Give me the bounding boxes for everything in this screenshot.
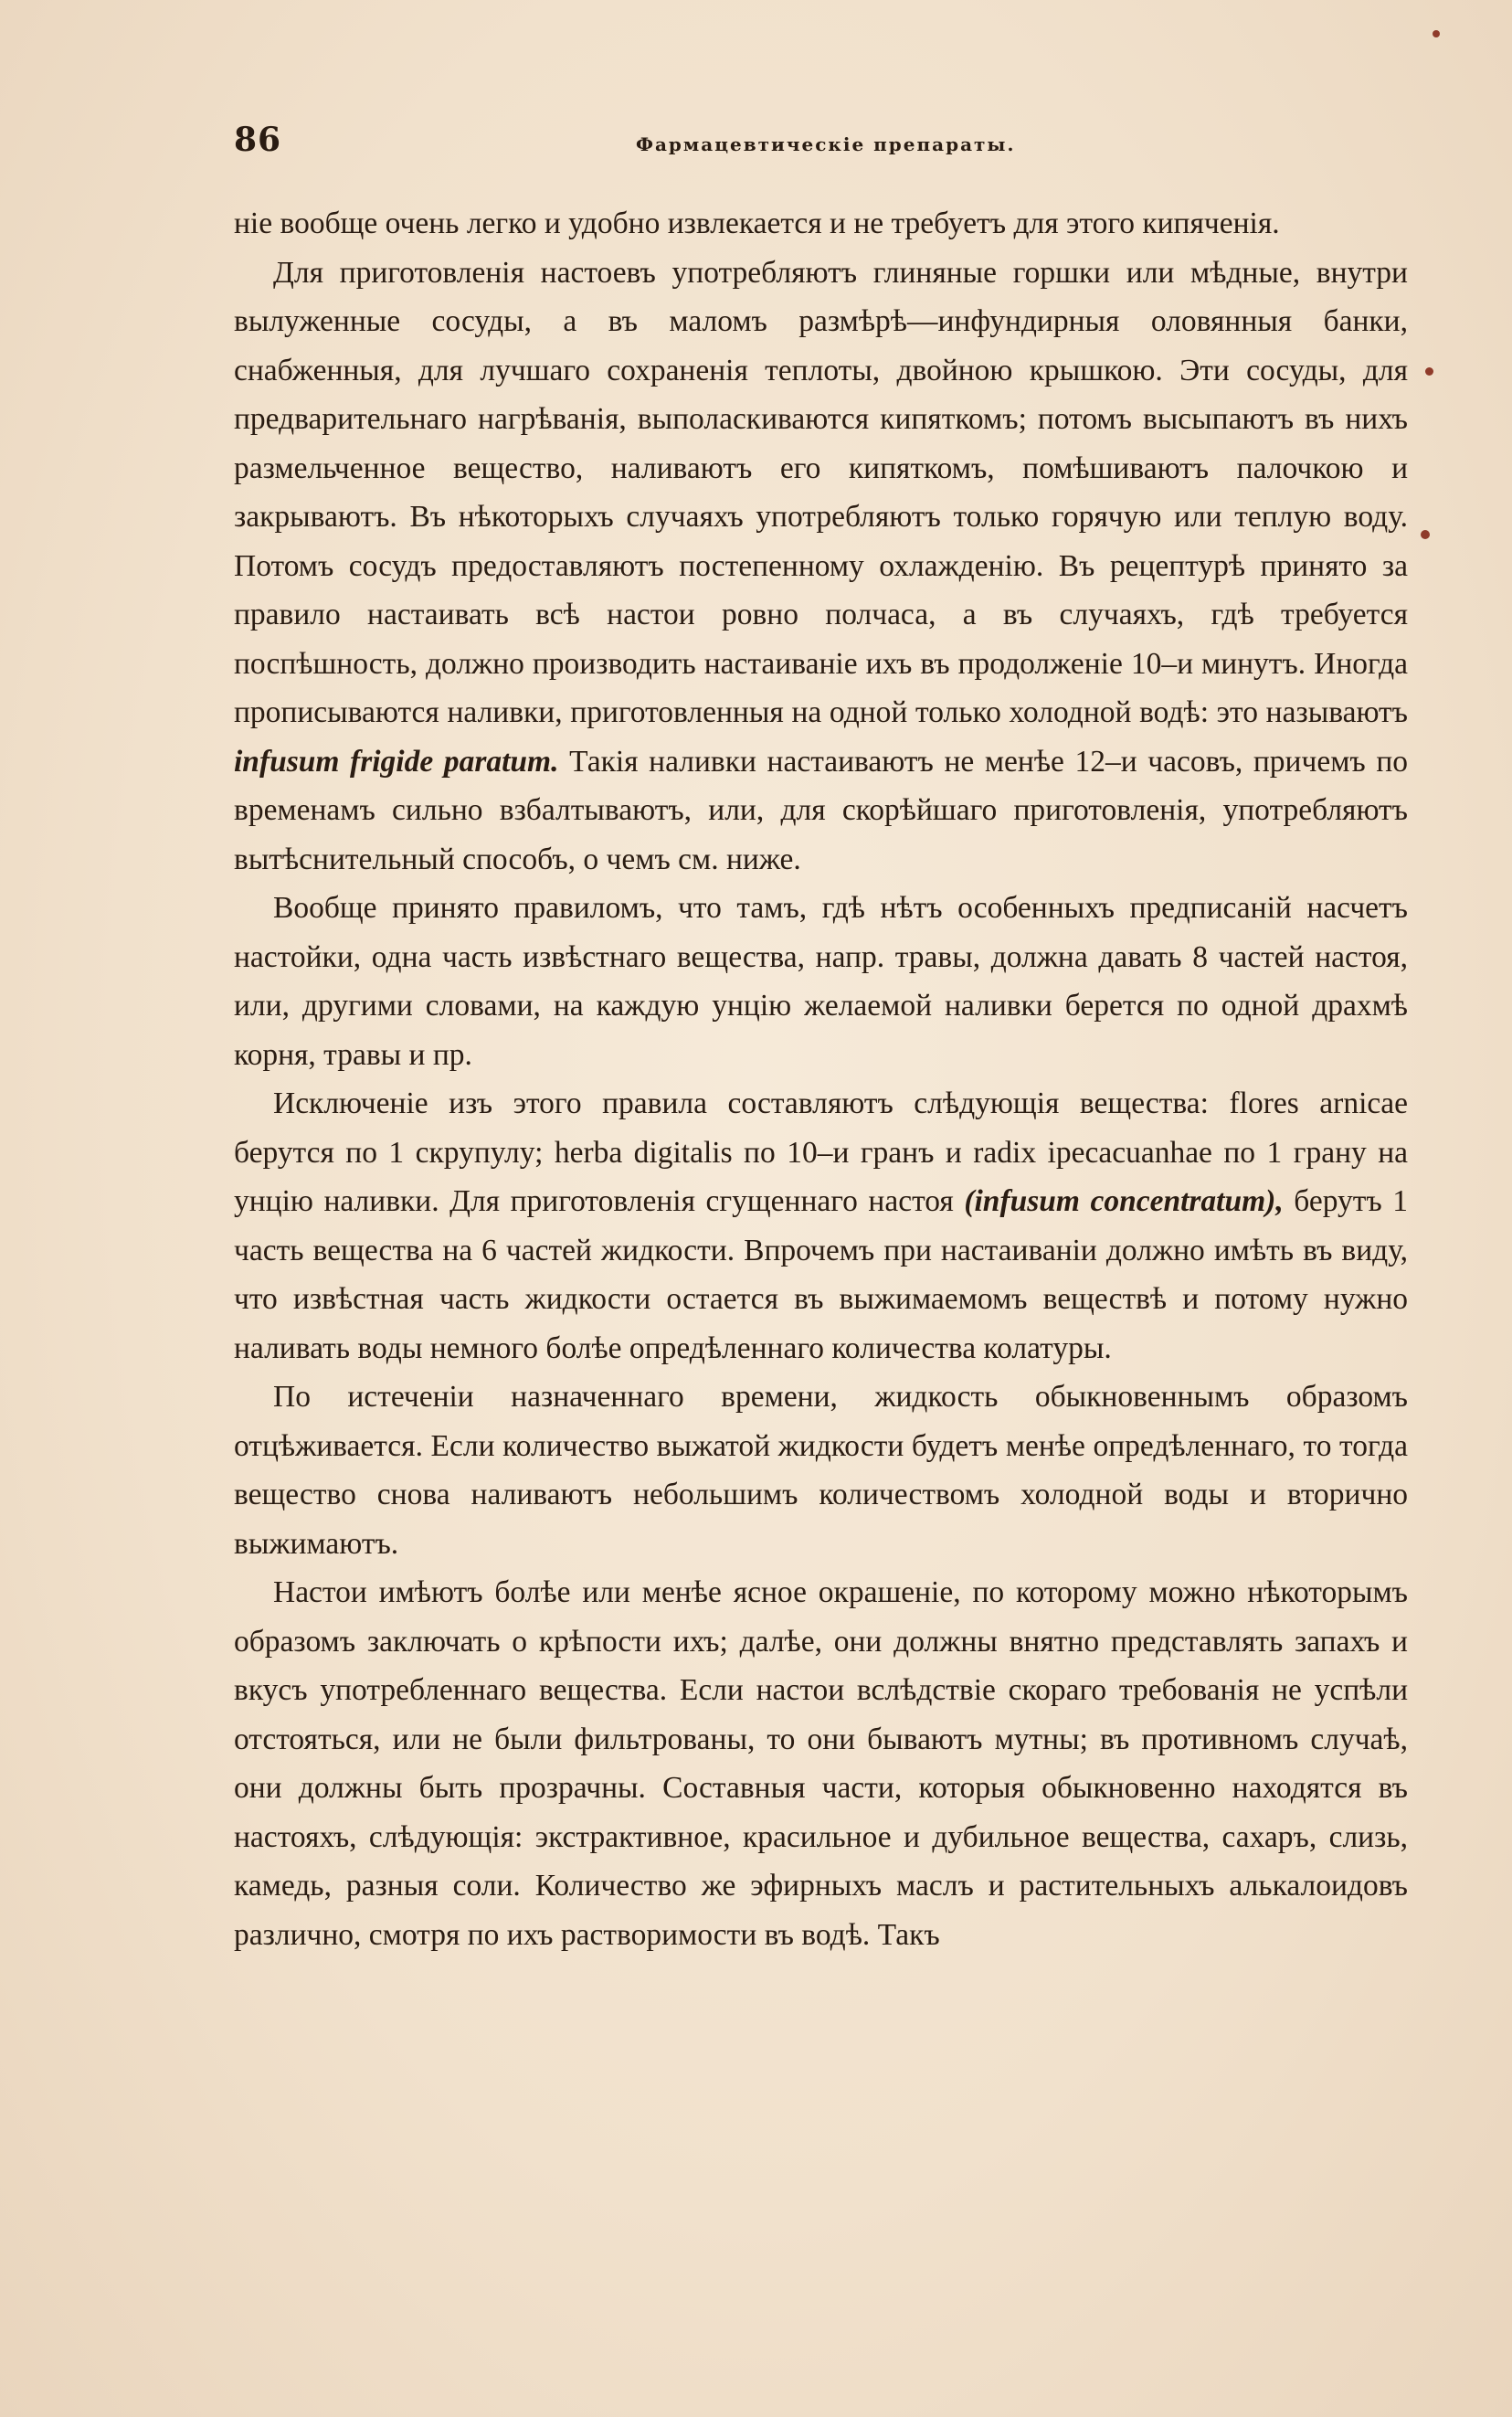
body-text bbox=[234, 199, 1408, 1959]
paragraph-text: ніе вообще очень легко и удобно извлекается и не требуетъ для этого кипяченія. bbox=[234, 207, 1280, 240]
paragraph-straining bbox=[234, 1373, 1408, 1568]
paragraph-text: Настои имѣютъ болѣе или менѣе ясное окрашеніе, по которому можно нѣкоторымъ образомъ заключать о крѣпости ихъ; далѣе, они должны внятно представлять запахъ и вкусъ употребленнаго вещества. Если настои вслѣдствіе скораго требованія не успѣли отстояться, или не были фильтрованы, то они бываютъ мутны; въ противномъ случаѣ, они должны быть прозрачны. Составныя части, которыя обыкновенно находятся въ настояхъ, слѣдующія: экстрактивное, красильное и дубильное вещества, сахаръ, слизь, камедь, разныя соли. Количество же эфирныхъ маслъ и растительныхъ алькалоидовъ различно, смотря по ихъ растворимости въ водѣ. Такъ bbox=[234, 1575, 1408, 1952]
latin-term: (infusum concentratum), bbox=[964, 1184, 1284, 1218]
ink-spot bbox=[1433, 30, 1440, 37]
paragraph-text: Вообще принято правиломъ, что тамъ, гдѣ нѣтъ особенныхъ предписаній насчетъ настойки, одна часть извѣстнаго вещества, напр. травы, должна давать 8 частей настоя, или, другими словами, на каждую унцію желаемой наливки берется по одной драхмѣ корня, травы и пр. bbox=[234, 891, 1408, 1072]
running-title: Фармацевтическіе препараты. bbox=[636, 133, 1016, 155]
paragraph-text: берутъ 1 часть вещества на 6 частей жидкости. Впрочемъ при настаиваніи должно имѣть въ виду, что извѣстная часть жидкости остается въ выжимаемомъ веществѣ и потому нужно наливать воды немного болѣе опредѣленнаго количества колатуры. bbox=[234, 1184, 1409, 1365]
paragraph-text: Исключеніе изъ этого правила составляютъ слѣдующія вещества: flores arnicae берутся по 1 скрупулу; herba digitalis по 10–и гранъ и radix ipecacuanhae по 1 грану на унцію наливки. Для приготовленія сгущеннаго настоя bbox=[234, 1087, 1408, 1218]
paragraph-properties bbox=[234, 1568, 1408, 1959]
paragraph-continuation bbox=[234, 199, 1408, 249]
paragraph-general-rule bbox=[234, 884, 1408, 1079]
latin-term: infusum frigide paratum. bbox=[234, 744, 559, 779]
paragraph-text: По истеченіи назначеннаго времени, жидкость обыкновеннымъ образомъ отцѣживается. Если количество выжатой жидкости будетъ менѣе опредѣленнаго, то тогда вещество снова наливаютъ небольшимъ количествомъ холодной воды и вторично выжимаютъ. bbox=[234, 1380, 1408, 1561]
ink-spot bbox=[1421, 530, 1430, 539]
paragraph-text: Для приготовленія настоевъ употребляютъ глиняные горшки или мѣдные, внутри вылуженные сосуды, а въ маломъ размѣрѣ—инфундирныя оловянныя банки, снабженныя, для лучшаго сохраненія теплоты, двойною крышкою. Эти сосуды, для предварительнаго нагрѣванія, выполаскиваются кипяткомъ; потомъ высыпаютъ въ нихъ размельченное вещество, наливаютъ его кипяткомъ, помѣшиваютъ палочкою и закрываютъ. Въ нѣкоторыхъ случаяхъ употребляютъ только горячую или теплую воду. Потомъ сосудъ предоставляютъ постепенному охлажденію. Въ рецептурѣ принято за правило настаивать всѣ настои ровно полчаса, а въ случаяхъ, гдѣ требуется поспѣшность, должно производить настаиваніе ихъ въ продолженіе 10–и минутъ. Иногда прописываются наливки, приготовленныя на одной только холодной водѣ: это называютъ bbox=[234, 255, 1408, 729]
paragraph-text: Такія наливки настаиваютъ не менѣе 12–и часовъ, причемъ по временамъ сильно взбалтываютъ, или, для скорѣйшаго приготовленія, употребляютъ вытѣснительный способъ, о чемъ см. ниже. bbox=[234, 744, 1408, 876]
page-header bbox=[234, 121, 1408, 166]
page-number: 86 bbox=[234, 121, 282, 159]
ink-spot bbox=[1425, 367, 1433, 376]
paragraph-infusion-preparation bbox=[234, 249, 1408, 885]
paragraph-exceptions bbox=[234, 1079, 1408, 1373]
